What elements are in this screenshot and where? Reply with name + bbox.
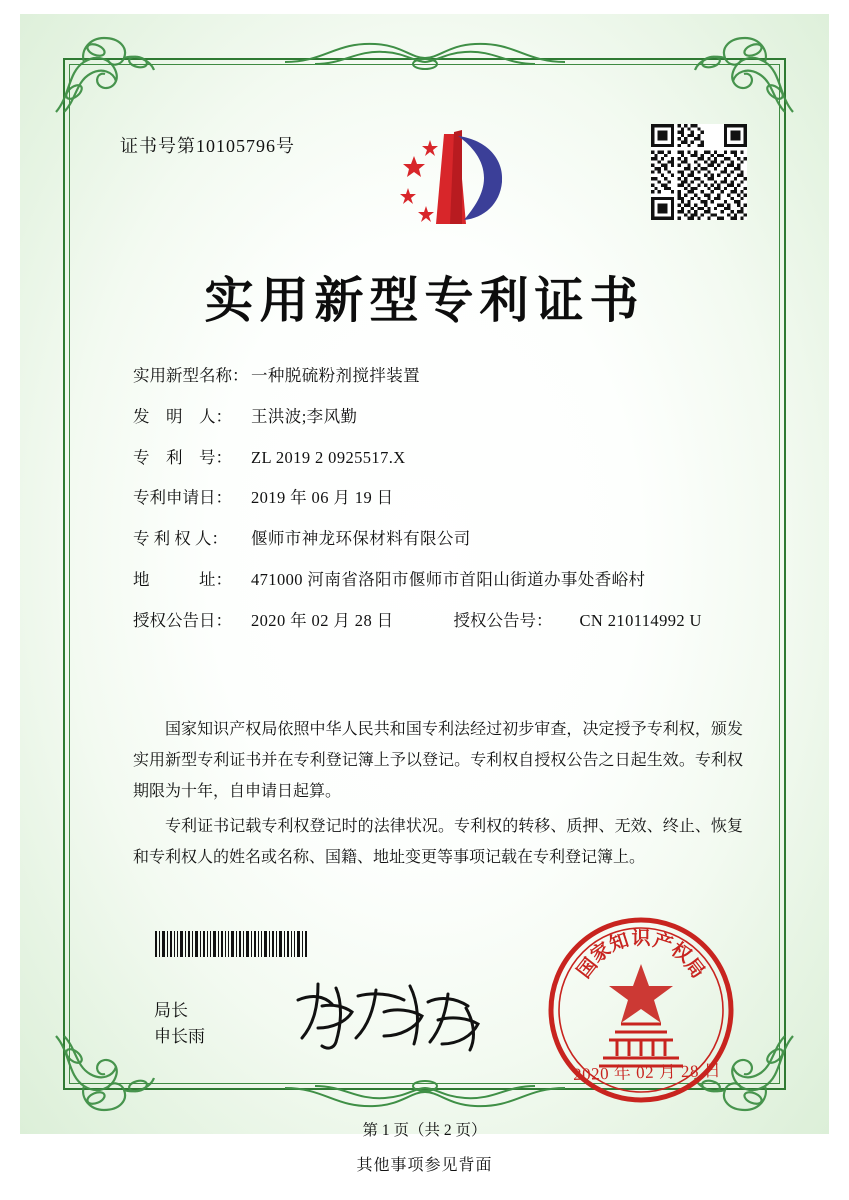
field-value: 王洪波;李风勤 [251, 406, 358, 426]
field-value: 471000 河南省洛阳市偃师市首阳山街道办事处香峪村 [251, 569, 646, 589]
svg-text:家: 家 [586, 938, 615, 968]
field-label-announcement-number: 授权公告号： [453, 610, 553, 630]
corner-ornament-icon [687, 26, 799, 118]
field-row-grant-announcement [133, 611, 733, 631]
svg-text:局: 局 [680, 953, 710, 983]
barcode-icon [155, 931, 307, 957]
cnipa-logo-icon [392, 120, 528, 238]
director-title-label: 局长 [154, 1001, 188, 1020]
field-value: 一种脱硫粉剂搅拌装置 [251, 366, 420, 385]
svg-text:产: 产 [650, 929, 676, 956]
certificate-number: 证书号第10105796号 [120, 136, 295, 156]
field-label: 地 址： [133, 569, 232, 589]
legal-paragraph: 专利证书记载专利权登记时的法律状况。专利权的转移、质押、无效、终止、恢复和专利权人的姓名或名称、国籍、地址变更等事项记载在专利登记簿上。 [133, 818, 743, 866]
legal-paragraph: 国家知识产权局依照中华人民共和国专利法经过初步审查，决定授予专利权，颁发实用新型专利证书并在专利登记簿上予以登记。专利权自授权公告之日起生效。专利权期限为十年，自申请日起算。 [133, 721, 743, 800]
field-label: 专 利 号： [133, 447, 232, 467]
qr-code-icon [651, 124, 747, 220]
field-label: 专 利 权 人： [133, 529, 228, 549]
document-title: 实用新型专利证书 [204, 271, 645, 329]
signature-block [154, 998, 205, 1050]
page-indicator: 第 1 页（共 2 页） [362, 1122, 487, 1139]
footnote: 其他事项参见背面 [356, 1157, 493, 1174]
field-row-application-date [133, 488, 733, 508]
field-value-announcement-number: CN 210114992 U [579, 610, 702, 630]
field-label-grant-date: 授权公告日： [133, 610, 232, 630]
corner-ornament-icon [50, 26, 162, 118]
field-row-address [133, 570, 733, 590]
field-label: 专利申请日： [133, 488, 232, 508]
field-value-grant-date: 2020 年 02 月 28 日 [251, 610, 394, 630]
field-label: 发 明 人： [133, 406, 232, 426]
svg-text:识: 识 [631, 927, 651, 949]
director-name-label: 申长雨 [154, 1027, 205, 1046]
corner-ornament-icon [50, 1030, 162, 1122]
svg-text:知: 知 [606, 929, 632, 956]
bottom-scroll-ornament-icon [275, 1078, 575, 1118]
field-row-patentee [133, 529, 733, 549]
svg-text:国: 国 [572, 953, 602, 983]
field-value: 偃师市神龙环保材料有限公司 [251, 529, 471, 549]
patent-certificate-page [20, 14, 829, 1139]
field-row-utility-model-name [133, 366, 733, 386]
seal-date: 2020 年 02 月 28 日 [572, 1061, 722, 1084]
svg-text:权: 权 [667, 938, 696, 968]
field-value: ZL 2019 2 0925517.X [251, 447, 406, 467]
field-value: 2019 年 06 月 19 日 [251, 488, 394, 508]
field-label: 实用新型名称： [133, 366, 249, 385]
field-row-inventor [133, 407, 733, 427]
legal-text-block [133, 714, 743, 877]
field-row-patent-number [133, 448, 733, 468]
handwritten-signature-icon [288, 976, 488, 1056]
top-scroll-ornament-icon [275, 32, 575, 72]
patent-fields [133, 366, 733, 652]
